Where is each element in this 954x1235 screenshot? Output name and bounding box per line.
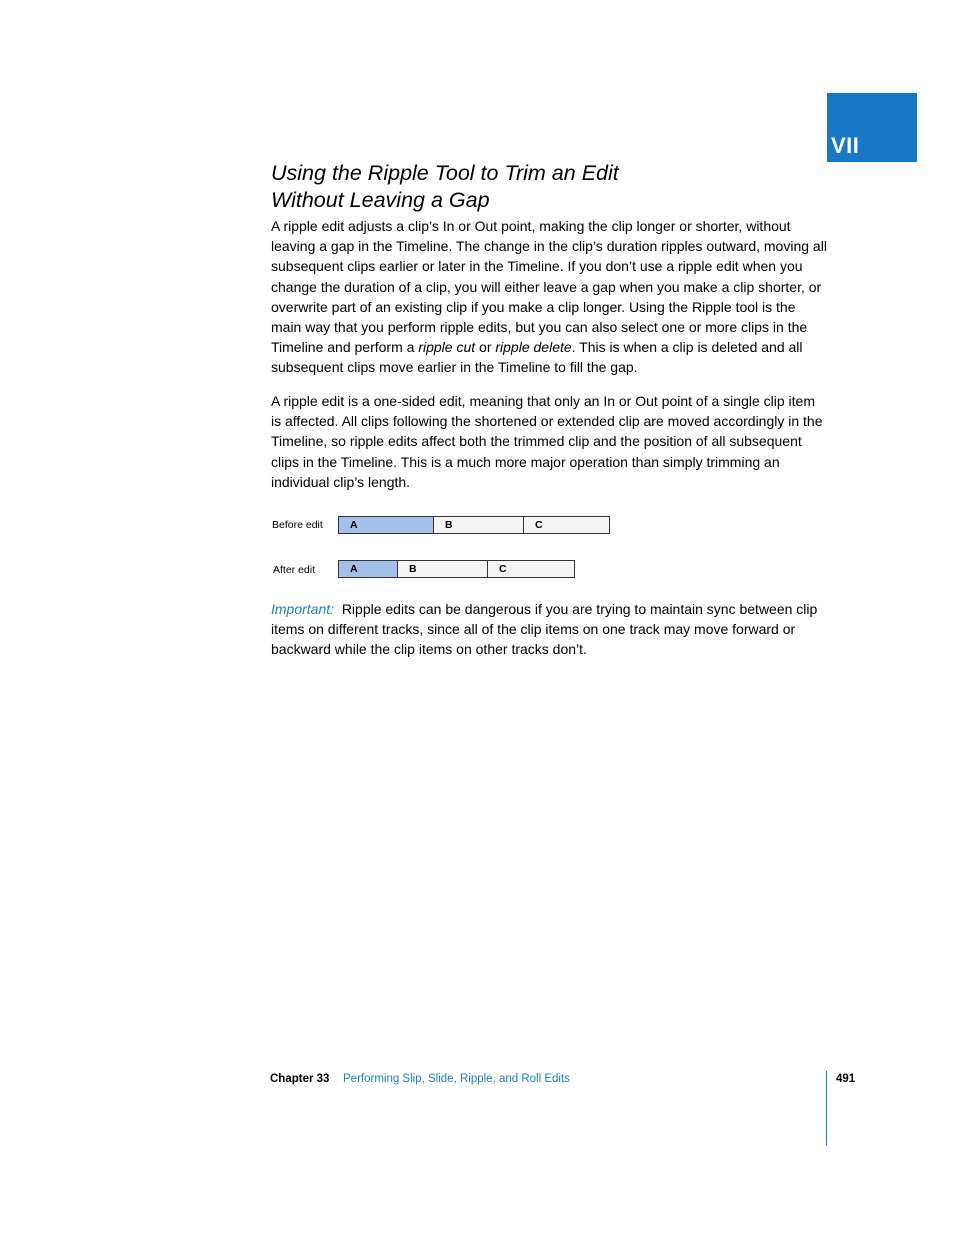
section-title: [271, 160, 831, 214]
clip-c-before: C: [535, 519, 543, 531]
paragraph-text: A ripple edit adjusts a clip’s In or Out point, making the clip longer or shorter, without leaving a gap in the Timeline. The change in the clip’s duration ripples outward, moving all subsequent clips earlier or later in the Timeline. If you don’t use a ripple edit when you change the duration of a clip, you will either leave a gap when you make a clip shorter, or overwrite part of an existing clip if you make a clip longer. Using the Ripple tool is the main way that you perform ripple edits, but you can also select one or more clips in the Timeline and perform a: [271, 218, 827, 356]
important-text: Ripple edits can be dangerous if you are trying to maintain sync between clip items on different tracks, since all of the clip items on one track may move forward or backward while the clip items on other tracks don’t.: [271, 601, 818, 658]
before-edit-label: Before edit: [272, 519, 323, 531]
clip-c-after: C: [499, 563, 507, 575]
footer-divider: [826, 1071, 827, 1146]
important-label: Important:: [271, 601, 335, 617]
paragraph-ripple-intro: [271, 216, 827, 378]
important-note: [271, 599, 827, 660]
paragraph-text: . This is when a clip is deleted and all subsequent clips move earlier in the Timeline to fill the gap.: [271, 339, 803, 376]
section-title-line2: Without Leaving a Gap: [271, 188, 490, 212]
after-edit-track: [338, 560, 575, 578]
part-tab: [827, 93, 917, 162]
paragraph-text: or: [475, 339, 496, 356]
clip-a-after: A: [339, 561, 398, 577]
paragraph-one-sided-edit: A ripple edit is a one-sided edit, meaning that only an In or Out point of a single clip item is affected. All clips following the shortened or extended clip are moved accordingly in the Timeline, so ripple edits affect both the trimmed clip and the position of all subsequent clips in the Timeline. This is a much more major operation than simply trimming an individual clip’s length.: [271, 393, 823, 490]
clip-b-after: B: [398, 561, 488, 577]
before-edit-track: [338, 516, 610, 534]
part-tab-label: VII: [831, 133, 860, 158]
clip-b-before: B: [434, 517, 524, 533]
footer-chapter-title-link[interactable]: Performing Slip, Slide, Ripple, and Roll Edits: [343, 1073, 570, 1085]
after-edit-label: After edit: [273, 564, 316, 576]
clip-a-before: A: [339, 517, 434, 533]
term-ripple-cut: ripple cut: [418, 339, 476, 356]
page-number: 491: [836, 1073, 856, 1085]
term-ripple-delete: ripple delete: [495, 339, 572, 356]
footer-chapter: Chapter 33: [270, 1073, 330, 1085]
section-title-line1: Using the Ripple Tool to Trim an Edit: [271, 161, 619, 185]
